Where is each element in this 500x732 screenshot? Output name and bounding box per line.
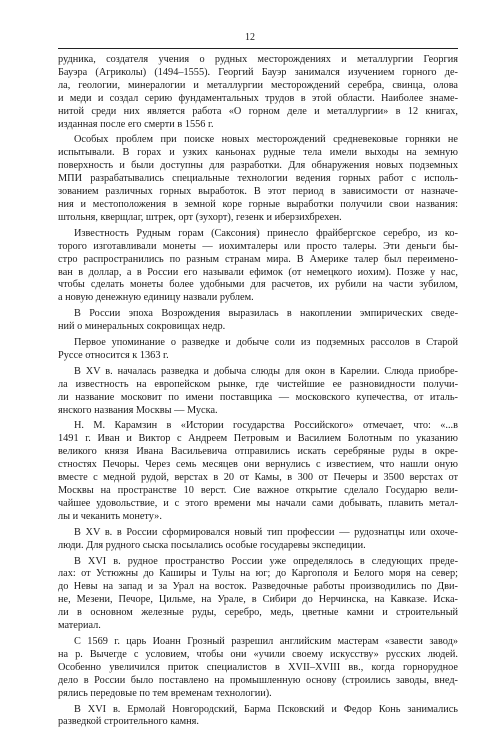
text-line: торого изготавливали монеты — иохимталеры или просто талеры. Эти деньги бы- bbox=[58, 240, 458, 252]
text-line: изданная после его смерти в 1556 г. bbox=[58, 118, 214, 130]
paragraph bbox=[58, 308, 458, 334]
paragraph bbox=[58, 134, 458, 224]
text-line: штольня, кверщлаг, штрек, орт (зухорт), гезенк и иберзихбрехен. bbox=[58, 211, 342, 223]
paragraph bbox=[58, 636, 458, 701]
paragraph bbox=[58, 54, 458, 131]
text-line: зованием различных горных выработок. В этот период в зависимости от назначе- bbox=[58, 186, 458, 198]
text-line: материал. bbox=[58, 620, 101, 632]
text-line: стро распространились по разным странам мира. В Америке талер был переимено- bbox=[58, 253, 458, 265]
paragraph bbox=[58, 337, 458, 363]
text-line: стностях Печоры. Через семь месяцев они вернулись с известием, что нашли оную bbox=[58, 459, 458, 471]
text-line: разведкой строительного камня. bbox=[58, 716, 199, 728]
text-line: а новую денежную единицу назвали рублем. bbox=[58, 292, 254, 304]
text-line: ли в основном железные руды, серебро, медь, цветные камни и строительный bbox=[58, 607, 458, 619]
paragraph bbox=[58, 556, 458, 633]
text-line: ла, геологии, минералогии и металлургии месторождений серебра, свинца, олова bbox=[58, 79, 458, 91]
text-line: ван в доллар, а в России его называли ефимок (от немецкого иохим). Позже у нас, bbox=[58, 266, 458, 278]
text-line: поверхность и были доступны для разработки. Для обнаружения новых подземных bbox=[58, 160, 458, 172]
text-line: Первое упоминание о разведке и добыче соли из подземных рассолов в Старой bbox=[74, 337, 458, 349]
text-line: люди. Для рудного сыска посылались особые государевы экспедиции. bbox=[58, 539, 366, 551]
paragraph bbox=[58, 228, 458, 305]
text-line: на р. Вычегде с условием, чтобы они «учили своему искусству» русских людей. bbox=[58, 648, 458, 660]
text-line: 1491 г. Иван и Виктор с Андреем Петровым и Василием Болотным по указанию bbox=[58, 433, 458, 445]
text-line: янского названия Москвы — Муска. bbox=[58, 404, 218, 416]
text-line: В XVI в. рудное пространство России уже определялось в следующих преде- bbox=[74, 555, 458, 567]
text-line: нитой среди них является работа «О горном деле и металлургии» в 12 книгах, bbox=[58, 105, 458, 117]
text-line: ла известность на европейском рынке, где чистейшие ее разновидности получи- bbox=[58, 378, 458, 390]
paragraph bbox=[58, 420, 458, 523]
text-line: и меди и создал серию фундаментальных трудов в этой области. Наиболее знаме- bbox=[58, 92, 458, 104]
text-line: испытывали. В горах и узких каньонах рудные тела имели выходы на земную bbox=[58, 147, 458, 159]
text-line: Бауэра (Агриколы) (1494–1555). Георгий Бауэр занимался изучением горного де- bbox=[58, 66, 458, 78]
text-line: С 1569 г. царь Иоанн Грозный разрешил английским мастерам «завести завод» bbox=[74, 635, 458, 647]
text-line: Москвы на пространстве 10 верст. Сие важное открытие сделало Государю вели- bbox=[58, 485, 458, 496]
body-text bbox=[58, 54, 458, 732]
text-line: вместе с медной рудой, верстах в 20 от Камы, в 300 от Печеры и 3500 верстах от bbox=[58, 472, 458, 484]
paragraph bbox=[58, 704, 458, 730]
text-line: В XV в. началась разведка и добыча слюды для окон в Карелии. Слюда приобре- bbox=[74, 365, 458, 377]
text-line: В России эпоха Возрождения выразилась в накоплении эмпирических сведе- bbox=[74, 308, 458, 320]
paragraph bbox=[58, 366, 458, 418]
text-line: В XVI в. Ермолай Новгородский, Барма Псковский и Федор Конь занимались bbox=[74, 703, 458, 715]
text-line: великого князя Ивана Васильевича отправились искать серебряные руды в окре- bbox=[58, 446, 458, 458]
text-line: Особых проблем при поиске новых месторождений средневековые горняки не bbox=[74, 134, 458, 146]
text-line: МПИ разрабатывались специальные технологии ведения горных работ с исполь- bbox=[58, 173, 458, 185]
page-number: 12 bbox=[245, 32, 255, 43]
text-line: ний о минеральных сокровищах недр. bbox=[58, 321, 226, 333]
header-rule bbox=[58, 48, 458, 49]
text-line: не, Мезени, Печоре, Цильме, на Урале, в Сибири до Нерчинска, на Кавказе. Иска- bbox=[58, 594, 458, 606]
text-line: чайшее удовольствие, и с этого времени мы начали сами добывать, плавить метал- bbox=[58, 497, 458, 509]
text-line: рялись передовые по тем временам технологии). bbox=[58, 687, 272, 699]
text-line: лы и чеканить монету». bbox=[58, 510, 162, 522]
text-line: ли название московит по имени поставщика — московского купечества, от италь- bbox=[58, 391, 458, 403]
text-line: Руссе относится к 1363 г. bbox=[58, 349, 169, 361]
text-line: до Невы на запад и за Урал на восток. Разведочные работы производились по Дви- bbox=[58, 581, 458, 593]
text-line: дело в России было поставлено на промышленную основу (строились заводы, внед- bbox=[58, 674, 458, 686]
text-line: лах: от Устюжны до Каширы и Тулы на юг; до Каргополя и Белого моря на север; bbox=[58, 568, 458, 580]
text-line: Н. М. Карамзин в «Истории государства Российского» отмечает, что: «...в bbox=[74, 420, 458, 432]
paragraph bbox=[58, 527, 458, 553]
text-line: В XV в. в России сформировался новый тип профессии — рудознатцы или охоче- bbox=[74, 526, 458, 538]
text-line: чтобы сделать монеты более удобными для расчетов, их рубили на части зубилом, bbox=[58, 279, 458, 291]
text-line: Особенно увеличился приток специалистов в XVII–XVIII вв., когда горнорудное bbox=[58, 661, 458, 673]
text-line: рудника, создателя учения о рудных месторождениях и металлургии Георгия bbox=[58, 54, 458, 65]
text-line: Известность Рудным горам (Саксония) принесло фрайбергское серебро, из ко- bbox=[74, 227, 458, 239]
text-line: ния и местоположения в земной коре горные выработки получили свои названия: bbox=[58, 198, 458, 210]
